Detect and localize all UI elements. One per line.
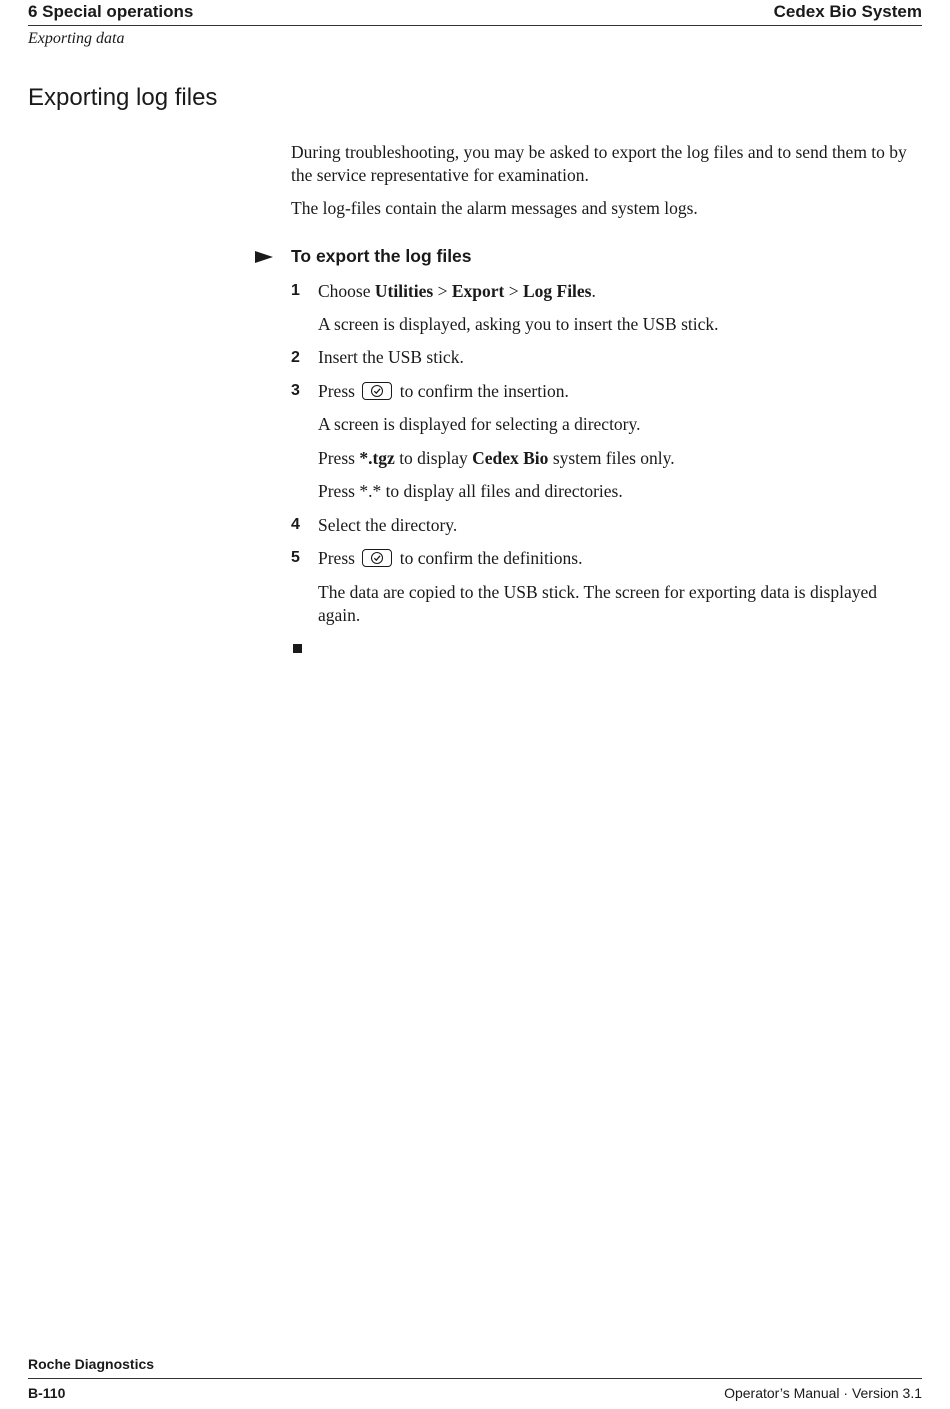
step-5-text [318, 547, 923, 570]
menu-separator: > [437, 281, 448, 301]
product-name: Cedex Bio System [773, 2, 922, 21]
step-1-period: . [591, 281, 596, 301]
menu-log-files: Log Files [522, 281, 592, 301]
procedure-title: To export the log files [291, 246, 472, 266]
header-divider [28, 25, 922, 26]
step-3-after: to confirm the insertion. [399, 381, 569, 401]
step-number: 5 [291, 549, 300, 566]
intro-paragraph: During troubleshooting, you may be asked to export the log files and to send them to by the service representative for examination. [291, 142, 907, 185]
menu-separator: > [508, 281, 519, 301]
page-number: B-110 [28, 1385, 66, 1401]
step-3-text [318, 380, 923, 403]
step-number: 3 [291, 382, 300, 399]
step-1-result: A screen is displayed, asking you to insert the USB stick. [318, 314, 719, 334]
brand-cedex-bio: Cedex Bio [472, 448, 549, 468]
step-1-text [318, 280, 923, 303]
confirm-key-icon [362, 382, 392, 400]
menu-export: Export [451, 281, 505, 301]
company-name: Roche Diagnostics [28, 1356, 155, 1372]
page-title: Exporting log files [28, 84, 218, 111]
step-4-text: Select the directory. [318, 515, 458, 535]
step-3-tgz-hint [318, 447, 923, 470]
step-5-press: Press [318, 548, 355, 568]
step-5-after: to confirm the definitions. [399, 548, 583, 568]
chapter-title: 6 Special operations [28, 2, 194, 21]
tgz-filter: *.tgz [359, 448, 395, 468]
procedure-end-icon [293, 644, 302, 653]
step-number: 1 [291, 282, 300, 299]
manual-version: Operator’s Manual · Version 3.1 [724, 1385, 922, 1401]
step-1-choose: Choose [318, 281, 371, 301]
step-3-result: A screen is displayed for selecting a directory. [318, 414, 641, 434]
step-5-result: The data are copied to the USB stick. The screen for exporting data is displayed again. [318, 582, 878, 625]
tgz-mid: to display [399, 448, 468, 468]
step-3-press: Press [318, 381, 355, 401]
footer-divider [28, 1378, 922, 1379]
step-2-text: Insert the USB stick. [318, 347, 464, 367]
menu-utilities: Utilities [374, 281, 434, 301]
procedure-arrow-icon [255, 251, 273, 263]
tgz-press: Press [318, 448, 355, 468]
step-number: 2 [291, 349, 300, 366]
section-name: Exporting data [28, 30, 125, 47]
intro-paragraph-2: The log-files contain the alarm messages and system logs. [291, 198, 698, 218]
confirm-key-icon [362, 549, 392, 567]
tgz-end: system files only. [552, 448, 675, 468]
step-number: 4 [291, 516, 300, 533]
step-3-all-hint: Press *.* to display all files and directories. [318, 481, 623, 501]
